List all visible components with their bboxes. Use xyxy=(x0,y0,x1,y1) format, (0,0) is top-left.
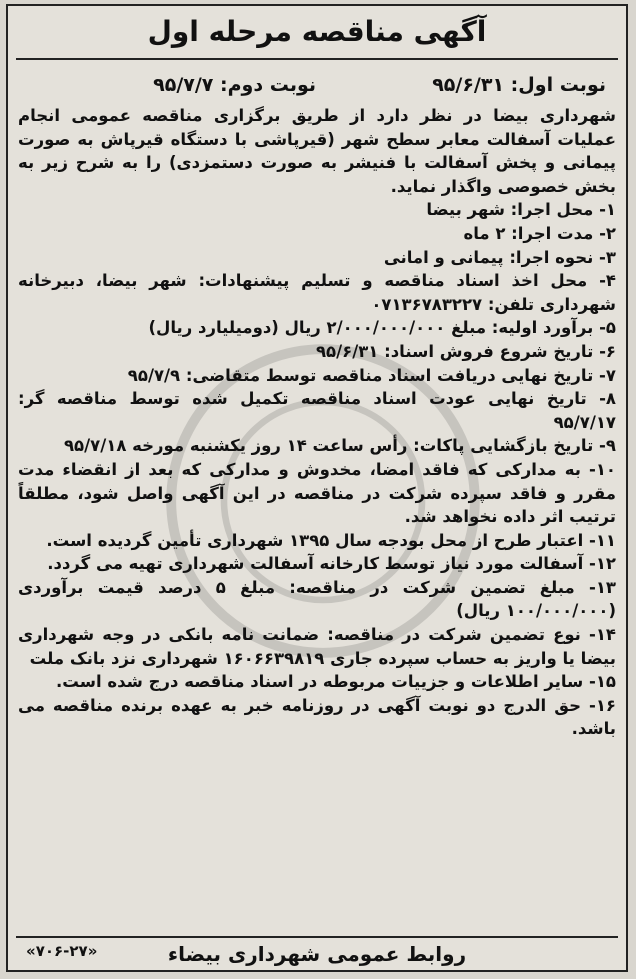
list-item: ۱۰- به مدارکی که فاقد امضا، مخدوش و مدارکی که بعد از انقضاء مدت مقرر و فاقد سپرده شرکت در مناقصه در این آگهی واصل شود، مطلقاً ترتیب اثر داده نخواهد شد. xyxy=(18,459,616,527)
list-item: ۱۵- سایر اطلاعات و جزییات مربوطه در اسناد مناقصه درج شده است. xyxy=(56,672,616,692)
list-item: ۸- تاریخ نهایی عودت اسناد مناقصه تکمیل شده توسط مناقصه گر: ۹۵/۷/۱۷ xyxy=(18,389,616,432)
list-item: ۶- تاریخ شروع فروش اسناد: ۹۵/۶/۳۱ xyxy=(315,341,616,361)
list-item: ۱۴- نوع تضمین شرکت در مناقصه: ضمانت نامه بانکی در وجه شهرداری بیضا یا واریز به حساب سپرده جاری ۱۶۰۶۶۳۹۸۱۹ شهرداری نزد بانک ملت xyxy=(18,625,616,668)
intro-paragraph: شهرداری بیضا در نظر دارد از طریق برگزاری مناقصه عمومی انجام عملیات آسفالت معابر سطح شهر (قیرپاشی با دستگاه قیرپاش به صورت پیمانی و پخش آسفالت با فنیشر به صورت دستمزدی) را به شرح زیر به بخش خصوصی واگذار نماید. xyxy=(18,106,616,196)
first-publication-date: نوبت اول: ۹۵/۶/۳۱ xyxy=(432,74,606,96)
list-item: ۲- مدت اجرا: ۲ ماه xyxy=(463,223,616,243)
list-item: ۱۶- حق الدرج دو نوبت آگهی در روزنامه خبر به عهده برنده مناقصه می باشد. xyxy=(18,695,616,739)
footer-signature: روابط عمومی شهرداری بیضاء xyxy=(167,942,467,966)
footer-divider xyxy=(16,936,618,938)
notice-code: «۷۰۶-۲۷» xyxy=(26,942,98,960)
publication-dates xyxy=(18,68,616,102)
list-item: ۱۳- مبلغ تضمین شرکت در مناقصه: مبلغ ۵ درصد قیمت برآوردی (۱۰۰/۰۰۰/۰۰۰ ریال) xyxy=(18,577,616,621)
tender-notice xyxy=(6,4,628,972)
list-item: ۵- برآورد اولیه: مبلغ ۲/۰۰۰/۰۰۰/۰۰۰ ریال (دومیلیارد ریال) xyxy=(148,318,616,338)
title-divider xyxy=(16,58,618,60)
list-item: ۹- تاریخ بازگشایی پاکات: رأس ساعت ۱۴ روز یکشنبه مورخه ۹۵/۷/۱۸ xyxy=(63,436,616,456)
list-item: ۱۱- اعتبار طرح از محل بودجه سال ۱۳۹۵ شهرداری تأمین گردیده است. xyxy=(46,530,616,550)
list-item: ۷- تاریخ نهایی دریافت اسناد مناقصه توسط متقاضی: ۹۵/۷/۹ xyxy=(127,365,616,385)
second-publication-date: نوبت دوم: ۹۵/۷/۷ xyxy=(153,74,316,96)
list-item: ۱- محل اجرا: شهر بیضا xyxy=(426,200,616,220)
notice-title: آگهی مناقصه مرحله اول xyxy=(147,15,487,48)
list-item: ۳- نحوه اجرا: پیمانی و امانی xyxy=(383,247,616,267)
notice-body xyxy=(18,104,616,741)
list-item: ۱۲- آسفالت مورد نیاز توسط کارخانه آسفالت شهرداری تهیه می گردد. xyxy=(47,554,616,574)
list-item: ۴- محل اخذ اسناد مناقصه و تسلیم پیشنهادات: شهر بیضا، دبیرخانه شهرداری تلفن: ۰۷۱۳۶۷۸۳۲۲۷ xyxy=(18,271,616,314)
